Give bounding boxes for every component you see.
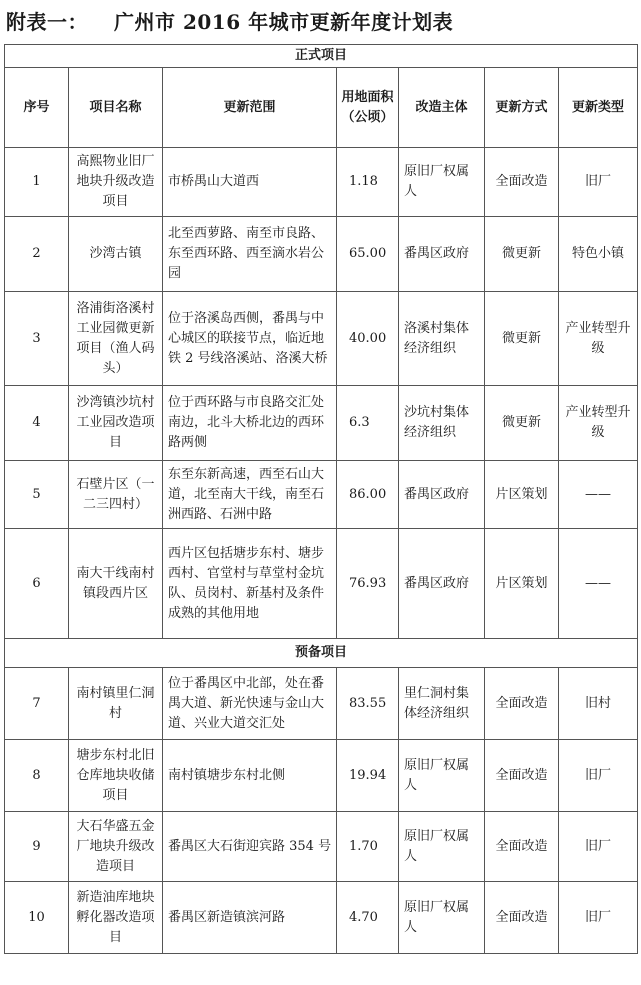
cell-type: 旧厂 — [559, 148, 638, 217]
cell-name: 南大干线南村镇段西片区 — [69, 529, 163, 639]
plan-table — [4, 44, 638, 954]
cell-entity: 原旧厂权属人 — [399, 882, 485, 954]
cell-area: 83.55 — [337, 668, 399, 740]
cell-method: 微更新 — [485, 217, 559, 292]
cell-method: 全面改造 — [485, 812, 559, 882]
cell-type: 产业转型升级 — [559, 292, 638, 386]
table-row — [5, 812, 638, 882]
cell-no: 5 — [5, 461, 69, 529]
title-prefix: 附表一： — [6, 10, 88, 34]
cell-scope: 位于番禺区中北部，处在番禺大道、新光快速与金山大道、兴业大道交汇处 — [163, 668, 337, 740]
cell-scope: 北至西萝路、南至市良路、东至西环路、西至滴水岩公园 — [163, 217, 337, 292]
cell-no: 1 — [5, 148, 69, 217]
table-row — [5, 668, 638, 740]
cell-name: 洛浦街洛溪村工业园微更新项目（渔人码头） — [69, 292, 163, 386]
page-title — [6, 6, 453, 38]
cell-scope: 位于西环路与市良路交汇处南边，北斗大桥北边的西环路两侧 — [163, 386, 337, 461]
cell-entity: 洛溪村集体经济组织 — [399, 292, 485, 386]
table-row — [5, 148, 638, 217]
cell-name: 大石华盛五金厂地块升级改造项目 — [69, 812, 163, 882]
cell-area: 65.00 — [337, 217, 399, 292]
cell-scope: 番禺区新造镇滨河路 — [163, 882, 337, 954]
section-reserve-label: 预备项目 — [5, 639, 638, 668]
cell-type: 特色小镇 — [559, 217, 638, 292]
table-row — [5, 217, 638, 292]
cell-entity: 番禺区政府 — [399, 529, 485, 639]
cell-method: 微更新 — [485, 386, 559, 461]
cell-name: 石壁片区（一二三四村） — [69, 461, 163, 529]
cell-name: 新造油库地块孵化器改造项目 — [69, 882, 163, 954]
cell-type: —— — [559, 529, 638, 639]
header-no: 序号 — [5, 68, 69, 148]
cell-no: 2 — [5, 217, 69, 292]
header-method: 更新方式 — [485, 68, 559, 148]
table-row — [5, 292, 638, 386]
cell-scope: 西片区包括塘步东村、塘步西村、官堂村与草堂村金坑队、员岗村、新基村及条件成熟的其他用地 — [163, 529, 337, 639]
cell-name: 高熙物业旧厂地块升级改造项目 — [69, 148, 163, 217]
cell-no: 8 — [5, 740, 69, 812]
cell-type: 旧厂 — [559, 882, 638, 954]
cell-method: 微更新 — [485, 292, 559, 386]
cell-entity: 原旧厂权属人 — [399, 740, 485, 812]
table-row — [5, 461, 638, 529]
cell-area: 76.93 — [337, 529, 399, 639]
header-name: 项目名称 — [69, 68, 163, 148]
cell-method: 片区策划 — [485, 461, 559, 529]
section-reserve-row — [5, 639, 638, 668]
cell-scope: 市桥禺山大道西 — [163, 148, 337, 217]
cell-name: 沙湾镇沙坑村工业园改造项目 — [69, 386, 163, 461]
cell-entity: 原旧厂权属人 — [399, 812, 485, 882]
cell-type: 旧村 — [559, 668, 638, 740]
cell-entity: 里仁洞村集体经济组织 — [399, 668, 485, 740]
cell-name: 南村镇里仁洞村 — [69, 668, 163, 740]
cell-no: 7 — [5, 668, 69, 740]
header-area: 用地面积（公顷） — [337, 68, 399, 148]
section-formal-label: 正式项目 — [5, 45, 638, 68]
table-row — [5, 529, 638, 639]
cell-scope: 番禺区大石街迎宾路 354 号 — [163, 812, 337, 882]
cell-no: 10 — [5, 882, 69, 954]
cell-area: 4.70 — [337, 882, 399, 954]
cell-no: 6 — [5, 529, 69, 639]
table-row — [5, 740, 638, 812]
cell-name: 沙湾古镇 — [69, 217, 163, 292]
cell-area: 1.18 — [337, 148, 399, 217]
cell-scope: 南村镇塘步东村北侧 — [163, 740, 337, 812]
cell-method: 全面改造 — [485, 740, 559, 812]
cell-scope: 东至东新高速，西至石山大道，北至南大干线，南至石洲西路、石洲中路 — [163, 461, 337, 529]
cell-area: 40.00 — [337, 292, 399, 386]
cell-entity: 沙坑村集体经济组织 — [399, 386, 485, 461]
cell-method: 全面改造 — [485, 148, 559, 217]
cell-scope: 位于洛溪岛西侧，番禺与中心城区的联接节点，临近地铁 2 号线洛溪站、洛溪大桥 — [163, 292, 337, 386]
cell-method: 全面改造 — [485, 882, 559, 954]
cell-area: 6.3 — [337, 386, 399, 461]
cell-entity: 番禺区政府 — [399, 461, 485, 529]
cell-type: 旧厂 — [559, 812, 638, 882]
cell-type: 旧厂 — [559, 740, 638, 812]
table-row — [5, 386, 638, 461]
cell-method: 片区策划 — [485, 529, 559, 639]
table-row — [5, 882, 638, 954]
cell-area: 1.70 — [337, 812, 399, 882]
cell-no: 3 — [5, 292, 69, 386]
cell-no: 9 — [5, 812, 69, 882]
header-type: 更新类型 — [559, 68, 638, 148]
cell-name: 塘步东村北旧仓库地块收储项目 — [69, 740, 163, 812]
cell-method: 全面改造 — [485, 668, 559, 740]
header-scope: 更新范围 — [163, 68, 337, 148]
title-main: 广州市 2016 年城市更新年度计划表 — [114, 10, 454, 34]
cell-area: 19.94 — [337, 740, 399, 812]
cell-entity: 原旧厂权属人 — [399, 148, 485, 217]
header-row — [5, 68, 638, 148]
header-entity: 改造主体 — [399, 68, 485, 148]
section-formal-row — [5, 45, 638, 68]
cell-area: 86.00 — [337, 461, 399, 529]
cell-type: —— — [559, 461, 638, 529]
cell-entity: 番禺区政府 — [399, 217, 485, 292]
cell-type: 产业转型升级 — [559, 386, 638, 461]
cell-no: 4 — [5, 386, 69, 461]
